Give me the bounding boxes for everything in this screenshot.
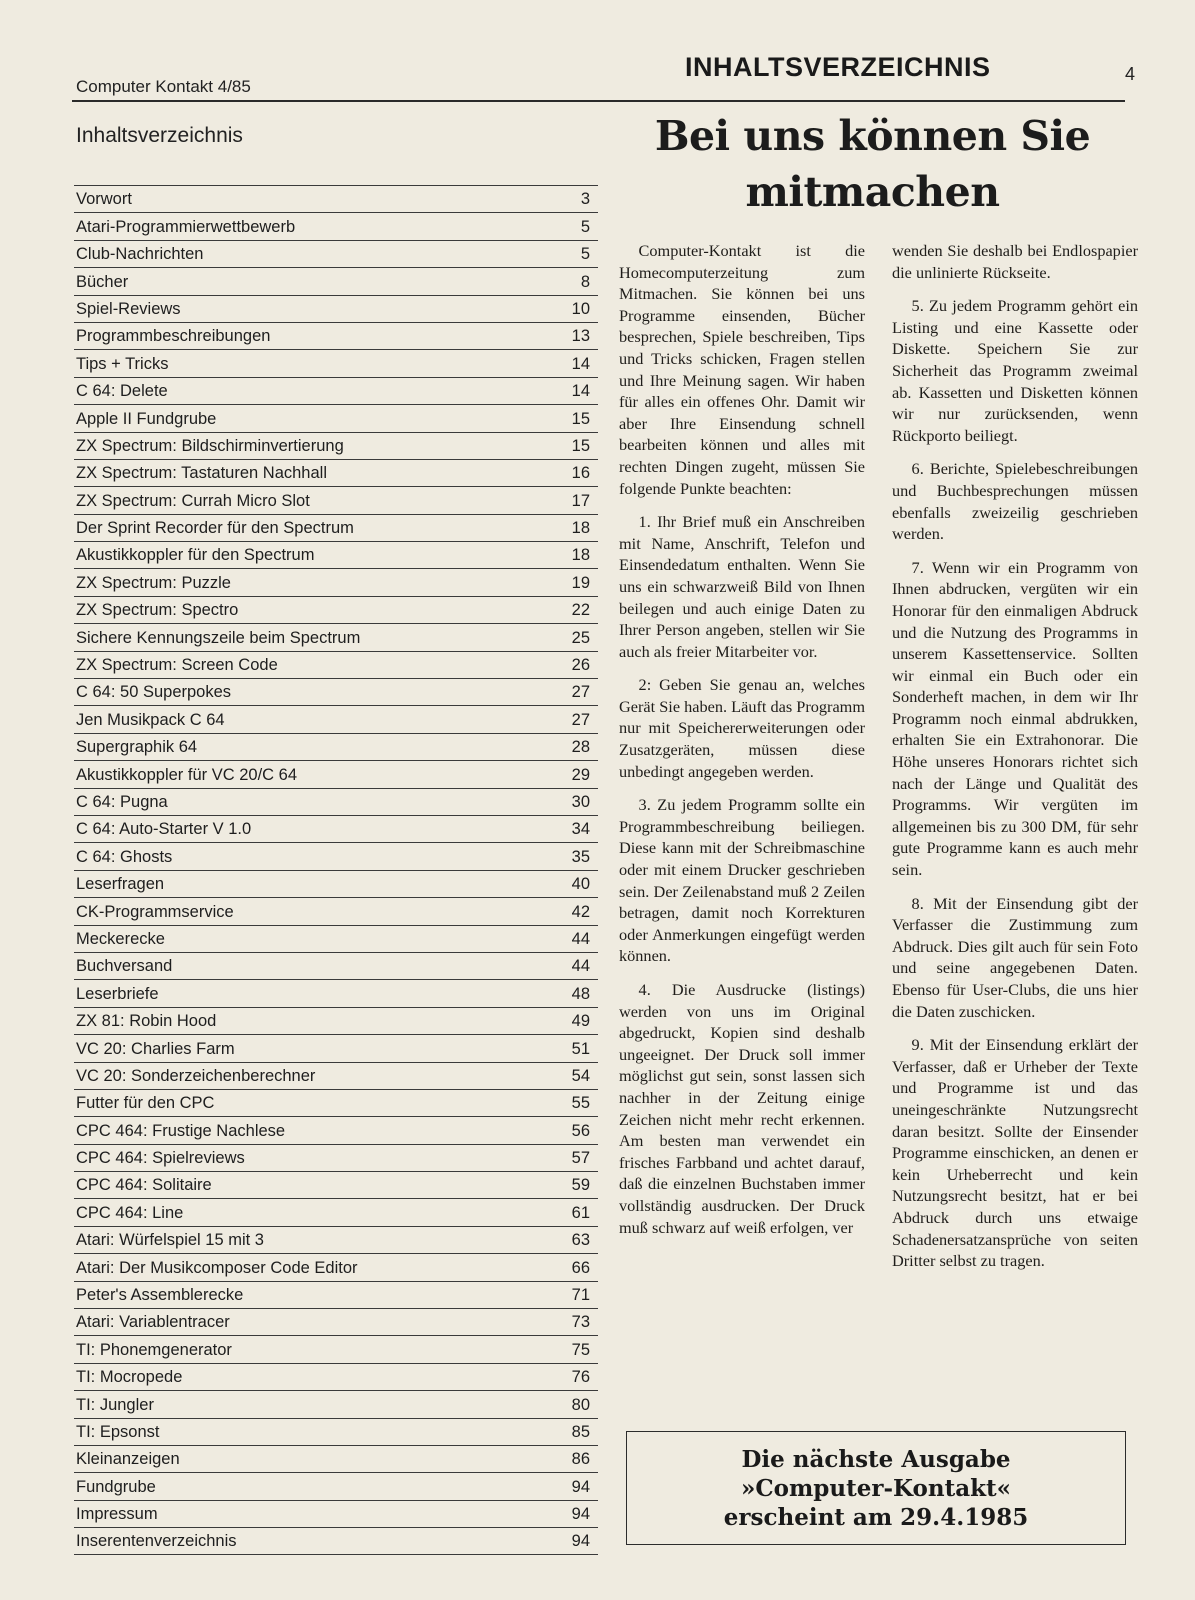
toc-entry-page: 56 xyxy=(571,1121,590,1140)
article-paragraph: 9. Mit der Einsendung erklärt der Verfasser, daß er Urheber der Texte und Programme ist und das uneingeschränkte Nutzungsrecht daran besitzt. Sollte der Einsender Programme einschicken, an denen er kein Urheberrecht und kein Nutzungsrecht besitzt, hat er bei Abdruck durch uns etwaige Schadenersatzansprüche von seiten Dritter selbst zu tragen. xyxy=(892,1035,1138,1271)
toc-entry-title: Fundgrube xyxy=(76,1477,156,1496)
toc-entry xyxy=(74,760,598,787)
toc-entry xyxy=(74,705,598,732)
toc-entry xyxy=(74,870,598,897)
toc-entry-page: 44 xyxy=(571,957,590,976)
toc-entry xyxy=(74,1418,598,1445)
toc-entry xyxy=(74,1144,598,1171)
toc-entry-page: 94 xyxy=(571,1531,590,1550)
toc-entry-title: C 64: 50 Superpokes xyxy=(76,683,232,702)
toc-entry xyxy=(74,459,598,486)
toc-entry-page: 54 xyxy=(571,1066,590,1085)
toc-entry-page: 18 xyxy=(571,546,590,565)
toc-entry-page: 40 xyxy=(571,875,590,894)
toc-entry-page: 86 xyxy=(571,1450,590,1469)
toc-entry-title: Futter für den CPC xyxy=(76,1094,215,1113)
toc-entry-title: Jen Musikpack C 64 xyxy=(76,710,225,729)
toc-entry-title: ZX 81: Robin Hood xyxy=(76,1012,217,1031)
toc-entry-page: 18 xyxy=(571,519,590,538)
toc-entry-title: C 64: Delete xyxy=(76,382,168,401)
toc-entry-title: Der Sprint Recorder für den Spectrum xyxy=(76,519,354,538)
toc-entry-page: 17 xyxy=(571,491,590,510)
toc-entry-page: 8 xyxy=(580,272,590,291)
toc-entry-page: 26 xyxy=(571,656,590,675)
toc-entry-page: 15 xyxy=(571,436,590,455)
toc-entry-title: Vorwort xyxy=(76,190,132,209)
article-headline xyxy=(620,108,1125,220)
article-paragraph: 8. Mit der Einsendung gibt der Verfasser die Zustimmung zum Abdruck. Dies gilt auch für sein Foto und seine angegebenen Daten. Ebenso für User-Clubs, die uns hier die Daten zuschicken. xyxy=(892,893,1138,1021)
toc-entry-page: 27 xyxy=(571,683,590,702)
toc-entry xyxy=(74,1335,598,1362)
toc-entry xyxy=(74,1089,598,1116)
toc-entry xyxy=(74,514,598,541)
table-of-contents xyxy=(74,185,598,1555)
toc-entry-title: C 64: Auto-Starter V 1.0 xyxy=(76,820,252,839)
article-paragraph: wenden Sie deshalb bei Endlospapier die unlinierte Rückseite. xyxy=(892,241,1138,282)
toc-entry-title: ZX Spectrum: Puzzle xyxy=(76,573,231,592)
toc-entry-title: Buchversand xyxy=(76,957,173,976)
toc-entry xyxy=(74,1253,598,1280)
toc-entry-title: Club-Nachrichten xyxy=(76,245,204,264)
toc-entry xyxy=(74,842,598,869)
toc-entry xyxy=(74,1226,598,1253)
toc-entry xyxy=(74,322,598,349)
toc-entry-page: 80 xyxy=(571,1395,590,1414)
toc-entry xyxy=(74,486,598,513)
toc-entry-title: Inserentenverzeichnis xyxy=(76,1531,237,1550)
toc-entry-title: Peter's Assemblerecke xyxy=(76,1286,244,1305)
toc-entry xyxy=(74,240,598,267)
toc-entry-title: TI: Jungler xyxy=(76,1395,154,1414)
toc-entry-title: CPC 464: Solitaire xyxy=(76,1176,212,1195)
toc-entry-page: 29 xyxy=(571,765,590,784)
toc-entry-title: CPC 464: Line xyxy=(76,1203,184,1222)
toc-entry-title: CPC 464: Spielreviews xyxy=(76,1149,245,1168)
toc-entry xyxy=(74,377,598,404)
toc-entry-title: Spiel-Reviews xyxy=(76,299,181,318)
toc-entry-page: 51 xyxy=(571,1039,590,1058)
headline-line-1: Bei uns können Sie xyxy=(654,112,1091,160)
toc-entry-page: 75 xyxy=(571,1340,590,1359)
magazine-issue: Computer Kontakt 4/85 xyxy=(76,77,251,96)
toc-entry xyxy=(74,541,598,568)
toc-entry xyxy=(74,1363,598,1390)
toc-entry xyxy=(74,1062,598,1089)
toc-entry-page: 14 xyxy=(571,354,590,373)
article-paragraph: 4. Die Ausdrucke (listings) werden von uns im Original abgedruckt, Kopien sind deshalb ungeeignet. Der Druck soll immer möglichst gut sein, sonst lassen sich nachher in der Zeitung einige Zeichen nicht mehr recht erkennen. Am besten man verwendet ein frisches Farbband und achtet darauf, daß die einzelnen Buchstaben immer vollständig ausdrucken. Der Druck muß schwarz auf weiß erfolgen, ver xyxy=(619,980,865,1237)
toc-entry-title: Tips + Tricks xyxy=(76,354,169,373)
section-title: INHALTSVERZEICHNIS xyxy=(685,52,991,82)
toc-entry-title: TI: Phonemgenerator xyxy=(76,1340,232,1359)
headline-line-2: mitmachen xyxy=(745,168,1000,216)
article-paragraph: 7. Wenn wir ein Programm von Ihnen abdrucken, vergüten wir ein Honorar für den einmaligen Abdruck und die Nutzung des Programms in unserem Kassettenservice. Sollten wir einmal ein Buch oder ein Sonderheft machen, in dem wir Ihr Programm noch einmal abdrukken, erhalten Sie ein Extrahonorar. Die Höhe unseres Honorars richtet sich nach der Länge und Qualität des Programms. Wir vergüten im allgemeinen bis zu 300 DM, für sehr gute Programme kann es auch mehr sein. xyxy=(892,557,1138,880)
article-column-2 xyxy=(892,240,1138,1284)
article-column-1 xyxy=(619,240,865,1284)
toc-entry xyxy=(74,678,598,705)
article-paragraph: Computer-Kontakt ist die Homecomputerzeitung zum Mitmachen. Sie können bei uns Programme einsenden, Bücher besprechen, Spiele beschreiben, Tips und Tricks schicken, Fragen stellen und Ihre Meinung sagen. Wir haben für alles ein offenes Ohr. Damit wir aber Ihre Einsendung schnell bearbeiten können und alles mit rechten Dingen zugeht, müssen Sie folgende Punkte beachten: xyxy=(619,241,865,498)
toc-entry xyxy=(74,1472,598,1499)
toc-entry-page: 25 xyxy=(571,628,590,647)
next-issue-box xyxy=(626,1431,1126,1545)
toc-entry xyxy=(74,815,598,842)
article-paragraph: 6. Berichte, Spielebeschreibungen und Buchbesprechungen müssen ebenfalls zweizeilig geschrieben werden. xyxy=(892,459,1138,544)
article-paragraph: 3. Zu jedem Programm sollte ein Programmbeschreibung beiliegen. Diese kann mit der Schreibmaschine oder mit einem Drucker geschrieben sein. Der Zeilenabstand muß 2 Zeilen betragen, damit noch Korrekturen oder Anmerkungen eingefügt werden können. xyxy=(619,795,865,966)
toc-entry-page: 14 xyxy=(571,382,590,401)
toc-entry xyxy=(74,349,598,376)
toc-entry-page: 3 xyxy=(580,190,590,209)
toc-entry xyxy=(74,404,598,431)
article-body xyxy=(619,240,1138,1284)
toc-entry-page: 71 xyxy=(571,1286,590,1305)
article-paragraph: 5. Zu jedem Programm gehört ein Listing und eine Kassette oder Diskette. Speichern Sie zur Sicherheit das Programm zweimal ab. Kassetten und Disketten können wir nur zurücksenden, wenn Rückporto beiliegt. xyxy=(892,296,1138,445)
toc-entry-title: Atari: Variablentracer xyxy=(76,1313,230,1332)
toc-entry-title: CPC 464: Frustige Nachlese xyxy=(76,1121,286,1140)
toc-entry-page: 94 xyxy=(571,1505,590,1524)
toc-entry-title: TI: Epsonst xyxy=(76,1422,160,1441)
toc-entry-page: 55 xyxy=(571,1094,590,1113)
next-issue-line-3: erscheint am 29.4.1985 xyxy=(723,1503,1029,1531)
toc-entry-title: ZX Spectrum: Spectro xyxy=(76,601,239,620)
toc-entry-page: 85 xyxy=(571,1422,590,1441)
toc-entry-page: 48 xyxy=(571,984,590,1003)
toc-entry xyxy=(74,952,598,979)
toc-entry xyxy=(74,212,598,239)
toc-entry-page: 66 xyxy=(571,1258,590,1277)
toc-entry-page: 19 xyxy=(571,573,590,592)
toc-entry-page: 42 xyxy=(571,902,590,921)
toc-entry-page: 16 xyxy=(571,464,590,483)
toc-entry-title: C 64: Ghosts xyxy=(76,847,173,866)
toc-entry-page: 63 xyxy=(571,1231,590,1250)
next-issue-line-1: Die nächste Ausgabe xyxy=(741,1445,1011,1473)
toc-entry-title: Atari-Programmierwettbewerb xyxy=(76,217,296,236)
toc-entry-title: Leserbriefe xyxy=(76,984,159,1003)
toc-entry xyxy=(74,1007,598,1034)
toc-entry-page: 76 xyxy=(571,1368,590,1387)
toc-entry-page: 35 xyxy=(571,847,590,866)
toc-entry-page: 10 xyxy=(571,299,590,318)
toc-title: Inhaltsverzeichnis xyxy=(76,124,243,147)
toc-entry-page: 57 xyxy=(571,1149,590,1168)
toc-entry xyxy=(74,596,598,623)
toc-entry-title: Supergraphik 64 xyxy=(76,738,198,757)
toc-entry-page: 5 xyxy=(580,245,590,264)
toc-entry-title: Sichere Kennungszeile beim Spectrum xyxy=(76,628,361,647)
toc-entry-title: Atari: Würfelspiel 15 mit 3 xyxy=(76,1231,264,1250)
toc-entry-page: 27 xyxy=(571,710,590,729)
toc-entry xyxy=(74,1198,598,1225)
toc-entry-title: Meckerecke xyxy=(76,929,165,948)
toc-entry-title: Impressum xyxy=(76,1505,158,1524)
page-number: 4 xyxy=(1125,64,1136,84)
toc-entry-page: 59 xyxy=(571,1176,590,1195)
toc-entry xyxy=(74,925,598,952)
toc-entry-page: 5 xyxy=(580,217,590,236)
toc-entry-title: TI: Mocropede xyxy=(76,1368,183,1387)
article-paragraph: 1. Ihr Brief muß ein Anschreiben mit Name, Anschrift, Telefon und Einsendedatum enthalten. Wenn Sie uns ein schwarzweiß Bild von Ihnen beilegen und auch einige Daten zu Ihrer Person angeben, stellen wir Sie auch als freier Mitarbeiter vor. xyxy=(619,512,865,661)
toc-entry-title: C 64: Pugna xyxy=(76,792,168,811)
toc-entry xyxy=(74,568,598,595)
toc-entry-title: VC 20: Charlies Farm xyxy=(76,1039,235,1058)
toc-entry-title: VC 20: Sonderzeichenberechner xyxy=(76,1066,316,1085)
toc-entry-title: ZX Spectrum: Currah Micro Slot xyxy=(76,491,310,510)
toc-entry xyxy=(74,295,598,322)
toc-entry xyxy=(74,1281,598,1308)
toc-entry xyxy=(74,788,598,815)
toc-entry xyxy=(74,979,598,1006)
toc-entry-title: Akustikkoppler für VC 20/C 64 xyxy=(76,765,298,784)
toc-entry-page: 15 xyxy=(571,409,590,428)
toc-entry-page: 28 xyxy=(571,738,590,757)
next-issue-line-2: »Computer-Kontakt« xyxy=(740,1474,1012,1502)
toc-entry-title: Kleinanzeigen xyxy=(76,1450,180,1469)
toc-entry-title: ZX Spectrum: Tastaturen Nachhall xyxy=(76,464,327,483)
toc-entry-title: ZX Spectrum: Bildschirminvertierung xyxy=(76,436,344,455)
toc-entry xyxy=(74,1034,598,1061)
toc-entry xyxy=(74,733,598,760)
toc-entry xyxy=(74,651,598,678)
toc-entry-title: Apple II Fundgrube xyxy=(76,409,217,428)
toc-entry-page: 44 xyxy=(571,929,590,948)
toc-entry-title: CK-Programmservice xyxy=(76,902,234,921)
toc-entry xyxy=(74,623,598,650)
toc-entry-page: 34 xyxy=(571,820,590,839)
toc-entry xyxy=(74,1308,598,1335)
toc-entry-page: 22 xyxy=(571,601,590,620)
toc-entry-page: 49 xyxy=(571,1012,590,1031)
toc-entry xyxy=(74,1116,598,1143)
toc-entry xyxy=(74,1445,598,1472)
toc-entry xyxy=(74,897,598,924)
toc-entry-title: Leserfragen xyxy=(76,875,165,894)
toc-entry-page: 94 xyxy=(571,1477,590,1496)
toc-entry xyxy=(74,1390,598,1417)
toc-entry-title: Akustikkoppler für den Spectrum xyxy=(76,546,315,565)
header-rule xyxy=(72,100,1125,102)
toc-entry-page: 13 xyxy=(571,327,590,346)
toc-entry-page: 61 xyxy=(571,1203,590,1222)
toc-entry xyxy=(74,1500,598,1527)
toc-entry-page: 73 xyxy=(571,1313,590,1332)
toc-entry-title: Programmbeschreibungen xyxy=(76,327,271,346)
toc-entry xyxy=(74,1527,598,1554)
toc-entry xyxy=(74,267,598,294)
toc-entry-title: Atari: Der Musikcomposer Code Editor xyxy=(76,1258,358,1277)
toc-entry xyxy=(74,185,598,212)
article-paragraph: 2: Geben Sie genau an, welches Gerät Sie haben. Läuft das Programm nur mit Speichererweiterungen oder Zusatzgeräten, müssen diese unbedingt angegeben werden. xyxy=(619,675,865,781)
toc-entry-page: 30 xyxy=(571,792,590,811)
toc-entry xyxy=(74,1171,598,1198)
toc-entry-title: ZX Spectrum: Screen Code xyxy=(76,656,278,675)
toc-entry-title: Bücher xyxy=(76,272,129,291)
toc-entry xyxy=(74,432,598,459)
